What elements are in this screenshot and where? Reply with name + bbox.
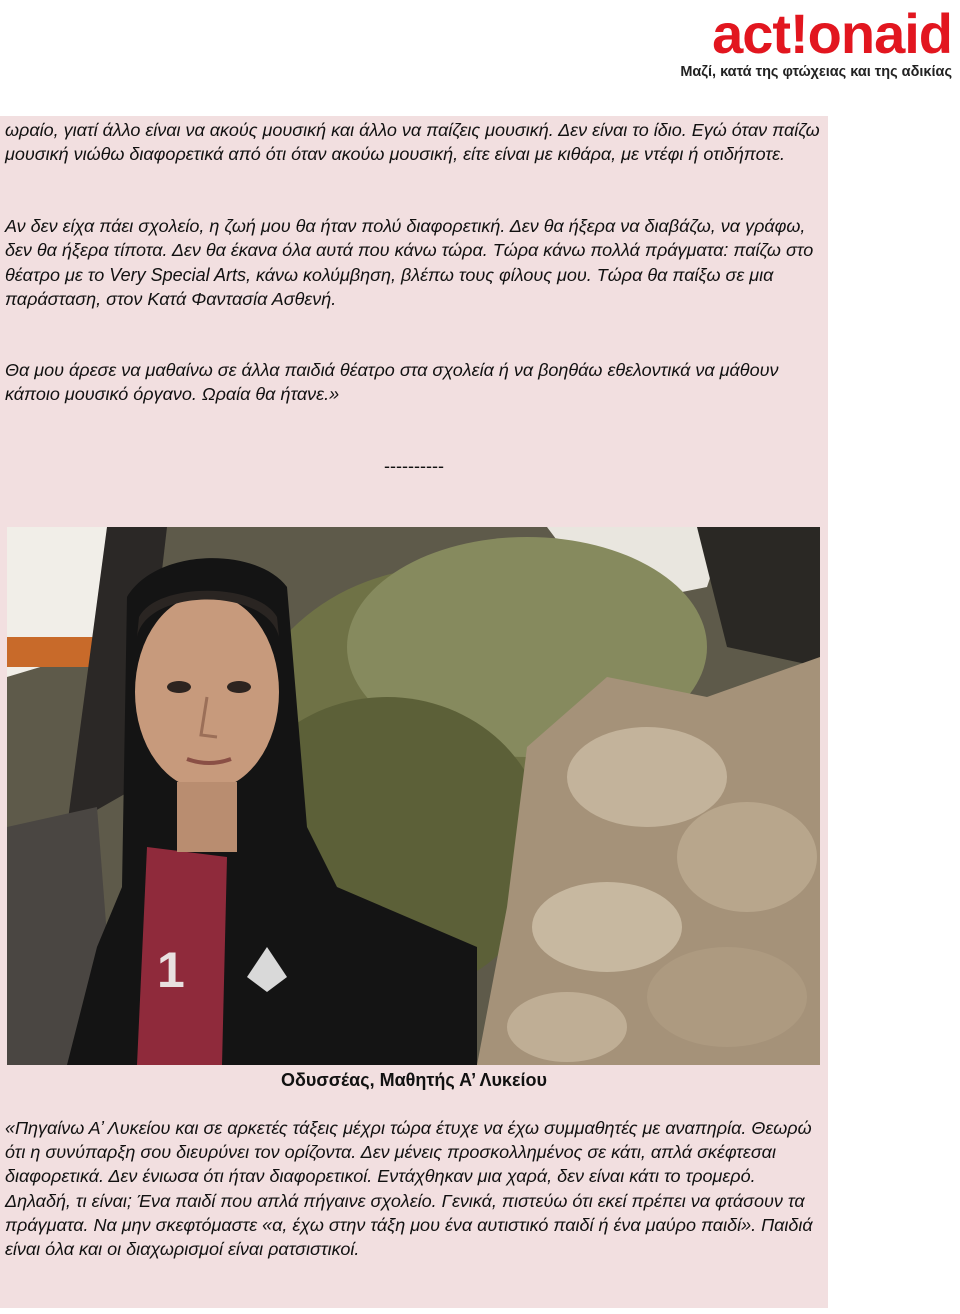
- student-quote: «Πηγαίνω Α’ Λυκείου και σε αρκετές τάξεις μέχρι τώρα έτυχε να έχω συμμαθητές με αναπηρία. Θεωρώ ότι η συνύπαρξη σου διευρύνει τον ορίζοντα. Δεν μένεις προσκολλημένος σε κάτι, απλά σκέφτεσαι διαφορετικά. Δεν ένιωσα ότι ήταν διαφορετικοί. Εντάχθηκαν μια χαρά, δεν είναι κάτι το τρομερό. Δηλαδή, τι είναι; Ένα παιδί που απλά πήγαινε σχολείο. Γενικά, πιστεύω ότι εκεί πρέπει να φτάσουν τα πράγματα. Να μην σκεφτόμαστε «α, έχω στην τάξη μου ένα αυτιστικό παιδί ή ένα μαύρο παιδί». Παιδιά είναι όλα και οι διαχωρισμοί είναι ρατσιστικοί.: [5, 1118, 813, 1260]
- logo-wordmark: act!onaid: [712, 2, 952, 65]
- paragraph-3: Θα μου άρεσε να μαθαίνω σε άλλα παιδιά θέατρο στα σχολεία ή να βοηθάω εθελοντικά να μάθουν κάποιο μουσικό όργανο. Ωραία θα ήτανε.»: [5, 360, 779, 405]
- svg-text:1: 1: [157, 942, 185, 998]
- content-area: [0, 116, 828, 1308]
- logo-tagline: Μαζί, κατά της φτώχειας και της αδικίας: [680, 64, 952, 80]
- portrait-illustration: [7, 527, 820, 1065]
- paragraph-2: Αν δεν είχα πάει σχολείο, η ζωή μου θα ήταν πολύ διαφορετική. Δεν θα ήξερα να διαβάζω, να γράφω, δεν θα ήξερα τίποτα. Δεν θα έκανα όλα αυτά που κάνω τώρα. Τώρα κάνω πολλά πράγματα: παίζω στο θέατρο με το Very Special Arts, κάνω κολύμβηση, βλέπω τους φίλους μου. Τώρα θα παίξω σε μια παράσταση, στον Κατά Φαντασία Ασθενή.: [5, 216, 814, 309]
- paragraph-1: ωραίο, γιατί άλλο είναι να ακούς μουσική και άλλο να παίζεις μουσική. Δεν είναι το ίδιο. Εγώ όταν παίζω μουσική νιώθω διαφορετικά από ότι όταν ακούω μουσική, είτε είναι με κιθάρα, με ντέφι ή οτιδήποτε.: [5, 120, 820, 165]
- portrait-photo: [7, 527, 820, 1065]
- section-separator: ----------: [384, 456, 444, 476]
- actionaid-logo: [612, 2, 952, 84]
- photo-caption: Οδυσσέας, Μαθητής Α’ Λυκείου: [281, 1070, 547, 1090]
